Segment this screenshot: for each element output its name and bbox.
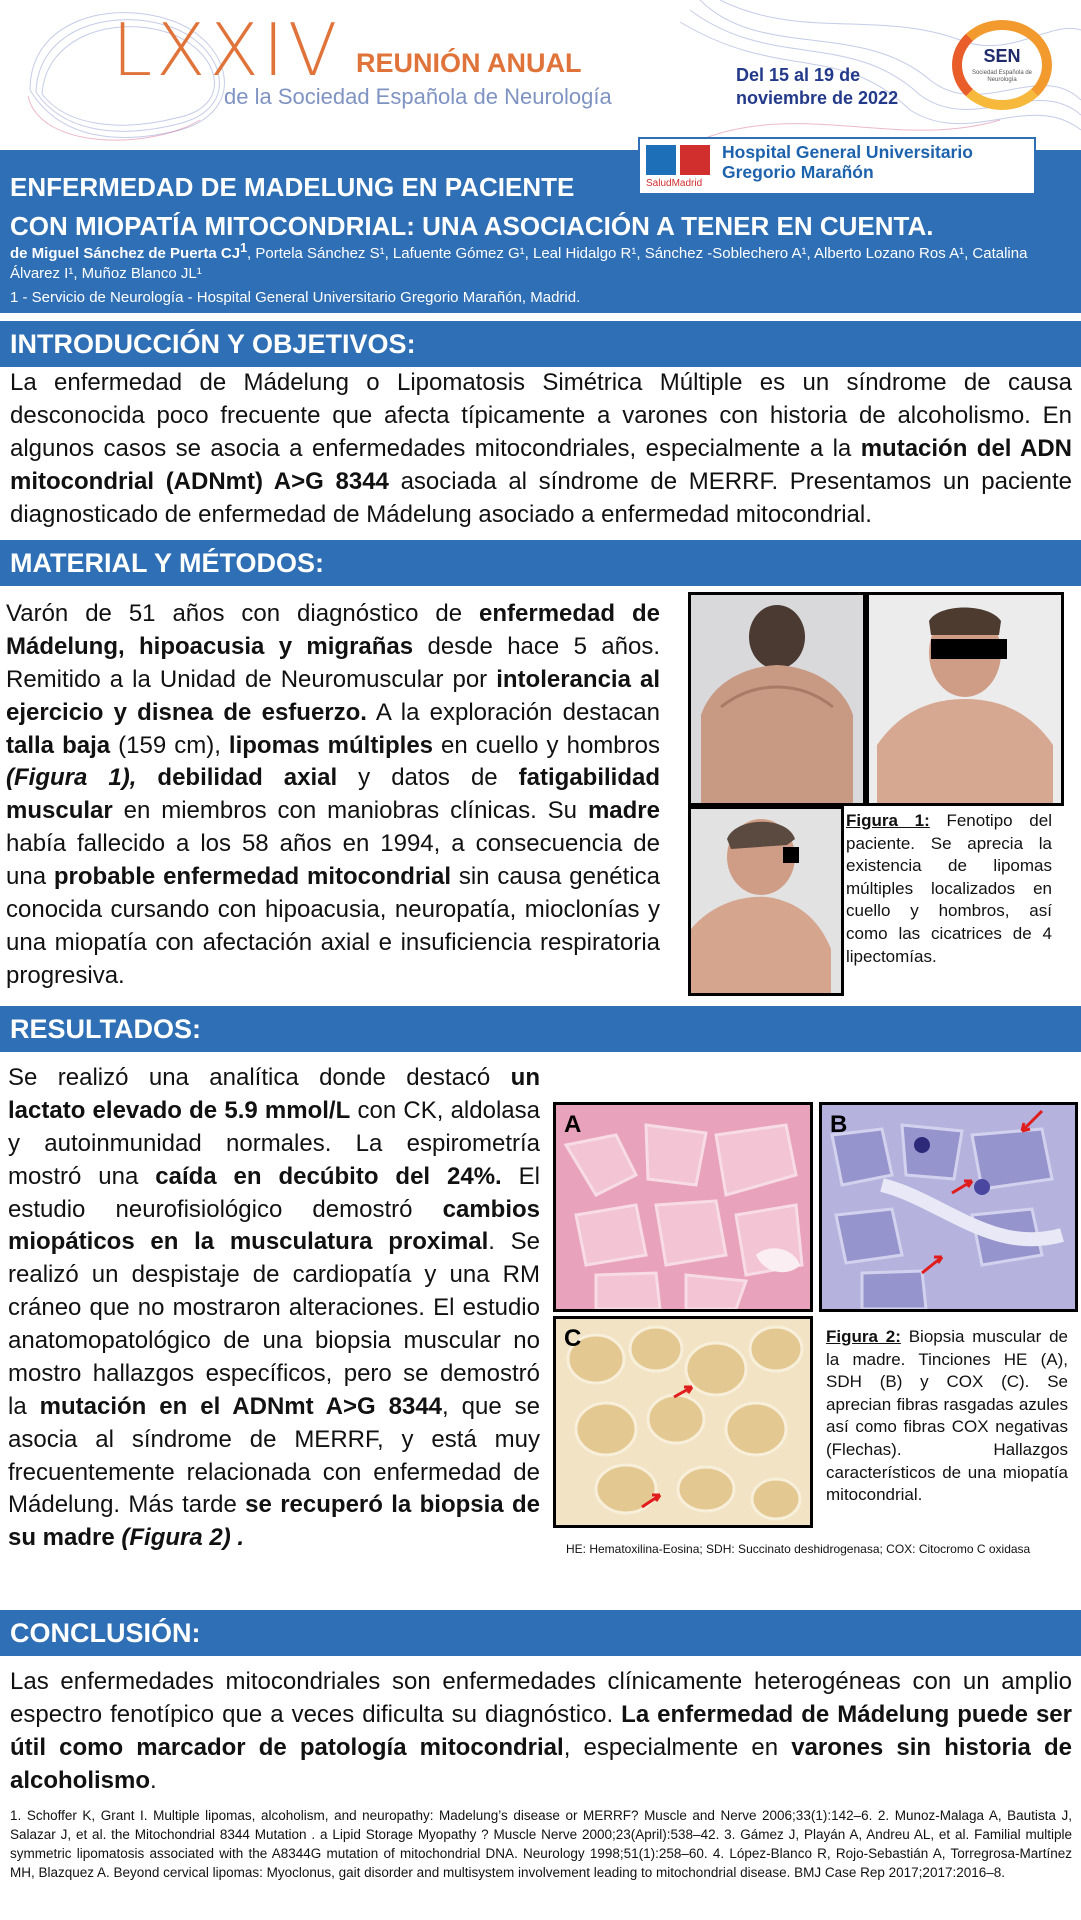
methods-bold: madre	[587, 797, 660, 825]
conclusion-bold: varones sin historia de alcoholismo	[10, 1733, 1073, 1794]
conclusion-bold: La enfermedad de Mádelung puede ser útil como marcador de patología mitocondrial	[10, 1700, 1072, 1761]
methods-text: desde hace 5 años. Remitido a la Unidad de Neuromuscular por	[6, 632, 660, 693]
results-bold: cambios miopáticos en la musculatura proximal	[8, 1195, 540, 1256]
results-bold: mutación en el ADNmt A>G 8344	[39, 1392, 443, 1420]
methods-bold: talla baja	[6, 731, 111, 759]
results-paragraph	[8, 1062, 540, 1555]
figure1-caption-text: Fenotipo del paciente. Se aprecia la existencia de lipomas múltiples localizados en cuello y hombros, así como las cicatrices de 4 lipectomías.	[846, 811, 1052, 966]
congress-dates: Del 15 al 19 de noviembre de 2022	[736, 65, 899, 108]
section-header-intro: INTRODUCCIÓN Y OBJETIVOS:	[0, 321, 1081, 367]
salud-madrid-text: SaludMadrid	[646, 178, 703, 189]
conclusion-paragraph	[10, 1666, 1072, 1798]
intro-text: La enfermedad de Mádelung o Lipomatosis Simétrica Múltiple es un síndrome de causa desconocida poco frecuente que afecta típicamente a varones con historia de alcoholismo. En algunos casos se asocia a enfermedades mitocondriales, especialmente a la	[10, 369, 1072, 462]
methods-bold: intolerancia al ejercicio y disnea de esfuerzo.	[6, 665, 660, 726]
figure2-abbreviations: HE: Hematoxilina-Eosina; SDH: Succinato deshidrogenasa; COX: Citocromo C oxidasa	[566, 1542, 1031, 1556]
figure2-panel-c	[553, 1316, 813, 1528]
intro-text: asociada al síndrome de MERRF. Presentamos un paciente diagnosticado de enfermedad de Mádelung asociado a enfermedad mitocondrial.	[10, 467, 1073, 528]
congress-title: REUNIÓN ANUAL	[356, 48, 582, 78]
results-bold: caída en decúbito del 24%.	[155, 1162, 502, 1190]
patient-profile-photo-icon	[691, 809, 841, 993]
figure2-panel-a-letter: A	[564, 1111, 582, 1138]
intro-bold: mutación del ADN mitocondrial (ADNmt) A>G 8344	[10, 434, 1073, 495]
first-author: de Miguel Sánchez de Puerta CJ	[10, 245, 241, 262]
figure1-label: Figura 1:	[846, 811, 930, 830]
conclusion-text: Las enfermedades mitocondriales son enfermedades clínicamente heterogéneas con un amplio espectro fenotípico que a veces dificulta su diagnóstico.	[10, 1668, 1072, 1728]
sen-logo-text: SEN	[983, 46, 1021, 66]
methods-bold: fatigabilidad muscular	[6, 764, 661, 825]
figure1-photo-back	[688, 592, 866, 806]
figure1-photo-front	[866, 592, 1064, 806]
methods-bold: debilidad axial	[157, 764, 338, 792]
results-bold: se recuperó la biopsia de su madre	[8, 1491, 541, 1552]
methods-text: sin causa genética conocida cursando con hipoacusia, neuropatía, mioclonías y una miopatía con afectación axial e insuficiencia respiratoria progresiva.	[6, 863, 660, 989]
results-figure-ref: (Figura 2) .	[121, 1524, 245, 1552]
congress-banner	[0, 0, 1081, 150]
methods-figure-ref: (Figura 1),	[6, 764, 137, 792]
section-header-results: RESULTADOS:	[0, 1006, 1081, 1052]
conclusion-text: .	[150, 1766, 157, 1794]
sen-logo	[950, 18, 1062, 116]
cox-stain-histology-icon	[556, 1319, 810, 1525]
figure2-panel-b-letter: B	[830, 1111, 848, 1138]
madrid-flag-icon	[680, 145, 710, 175]
methods-text: A la exploración destacan	[366, 698, 660, 726]
hospital-logo	[638, 137, 1036, 195]
methods-bold: lipomas múltiples	[228, 731, 434, 759]
methods-text: (159 cm),	[110, 731, 229, 759]
first-author-superscript: 1	[240, 241, 248, 255]
hospital-name: Hospital General Universitario Gregorio Marañón	[722, 142, 973, 182]
figure1-caption	[846, 810, 1052, 968]
poster-title-line-1: ENFERMEDAD DE MADELUNG EN PACIENTE	[10, 172, 575, 202]
references: 1. Schoffer K, Grant I. Multiple lipomas, alcoholism, and neuropathy: Madelung’s disease or MERRF? Muscle and Nerve 2006;33(1):142–6. 2. Munoz-Malaga A, Bautista J, Salazar J, et al. the Mitochondrial 8344 Mutation . a Lipid Storage Myopathy ? Muscle Nerve 2000;23(April):538–42. 3. Gámez J, Playán A, Andreu AL, et al. Familial multiple symmetric lipomatosis associated with the A8344G mutation of mitochondrial DNA. Neurology 1998;51(1):258–60. 4. López-Blanco R, Rojo-Sebastián A, Torregrosa-Martínez MH, Blazquez A. Beyond cervical lipomas: Myoclonus, gait disorder and multisystem involvement leading to mitochondrial disease. BMJ Case Rep 2017;2017:2016–8.	[10, 1808, 1072, 1881]
he-stain-histology-icon	[556, 1105, 810, 1309]
methods-paragraph	[6, 598, 660, 993]
results-text: con CK, aldolasa y autoinmunidad normales. La espirometría mostró una	[8, 1096, 540, 1190]
methods-text: había fallecido a los 58 años en 1994, a consecuencia de una	[6, 830, 660, 890]
methods-text: en cuello y hombros	[433, 731, 660, 759]
figure2-panel-c-letter: C	[564, 1325, 582, 1352]
congress-subtitle: de la Sociedad Española de Neurología	[224, 84, 612, 109]
congress-number: LXXIV	[112, 8, 342, 92]
results-text: Se realizó una analítica donde destacó	[8, 1064, 511, 1091]
figure2-caption-text: Biopsia muscular de la madre. Tinciones HE (A), SDH (B) y COX (C). Se aprecian fibras rasgadas azules así como fibras COX negativas (Flechas). Hallazgos característicos de una miopatía mitocondrial.	[826, 1327, 1068, 1505]
figure2-panel-a	[553, 1102, 813, 1312]
poster-affiliation: 1 - Servicio de Neurología - Hospital General Universitario Gregorio Marañón, Madrid.	[10, 289, 581, 306]
results-text: El estudio neurofisiológico demostró	[8, 1162, 540, 1223]
results-text: , que se asocia al síndrome de MERRF, y está muy frecuentemente relacionada con enfermedad de Mádelung. Más tarde	[8, 1392, 540, 1519]
sdh-stain-histology-icon	[822, 1105, 1075, 1309]
figure1-photo-profile	[688, 806, 844, 996]
poster-title-line-2: CON MIOPATÍA MITOCONDRIAL: UNA ASOCIACIÓN A TENER EN CUENTA.	[10, 211, 934, 241]
methods-bold: enfermedad de Mádelung, hipoacusia y migrañas	[6, 600, 660, 660]
methods-text	[136, 764, 157, 791]
methods-text: y datos de	[337, 764, 519, 792]
results-text: . Se realizó un despistaje de cardiopatía y una RM cráneo que no mostraron alteraciones. El estudio anatomopatológico de una biopsia muscular no mostro hallazgos específicos, pero se demostró la	[8, 1228, 540, 1420]
poster-authors	[10, 240, 1070, 285]
patient-back-photo-icon	[691, 595, 863, 803]
results-bold: un lactato elevado de 5.9 mmol/L	[8, 1064, 540, 1124]
patient-front-photo-icon	[869, 595, 1061, 803]
conclusion-text: , especialmente en	[563, 1733, 792, 1761]
other-authors: , Portela Sánchez S¹, Lafuente Gómez G¹, Leal Hidalgo R¹, Sánchez -Soblechero A¹, Alberto Lozano Ros A¹, Catalina Álvarez I¹, Muñoz Blanco JL¹	[10, 245, 1028, 283]
intro-paragraph	[10, 367, 1072, 531]
methods-bold: probable enfermedad mitocondrial	[53, 863, 451, 890]
figure2-panel-b	[819, 1102, 1078, 1312]
salud-madrid-emblem-icon	[646, 145, 676, 175]
methods-text: Varón de 51 años con diagnóstico de	[6, 600, 480, 627]
section-header-conclusion: CONCLUSIÓN:	[0, 1610, 1081, 1656]
figure2-label: Figura 2:	[826, 1327, 901, 1346]
section-header-methods: MATERIAL Y MÉTODOS:	[0, 540, 1081, 586]
methods-text: en miembros con maniobras clínicas. Su	[112, 797, 588, 825]
sen-logo-subtext: Sociedad Española de Neurología	[971, 70, 1033, 83]
figure2-caption	[826, 1326, 1068, 1507]
